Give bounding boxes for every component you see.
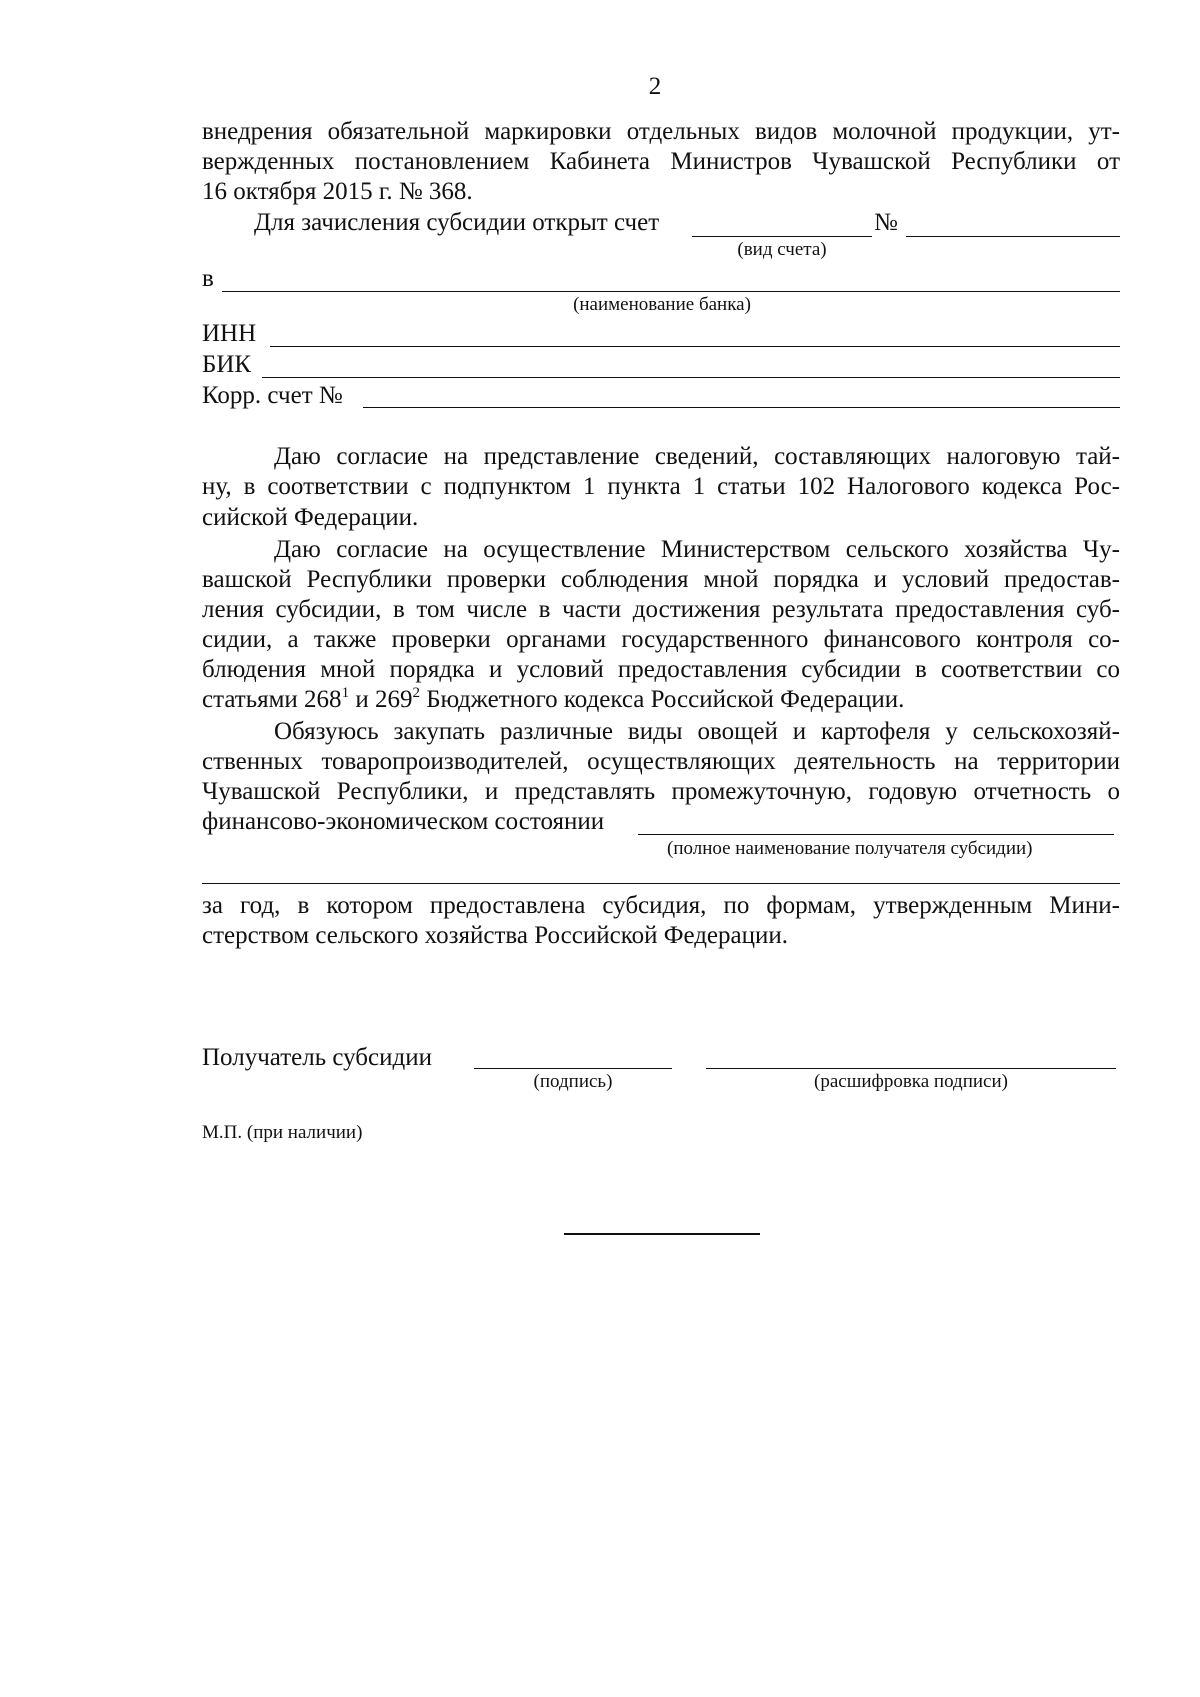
- superscript-2: 2: [412, 685, 420, 701]
- account-type-caption: (вид счета): [737, 239, 827, 260]
- page-number: 2: [648, 73, 662, 100]
- obligation-line-6: стерством сельского хозяйства Российской Федерации.: [202, 922, 789, 949]
- consent-tax-line-3: сийской Федерации.: [202, 504, 419, 531]
- consent-tax-line-2: ну, в соответствии с подпунктом 1 пункта 1 статьи 102 Налогового кодекса Рос-: [202, 473, 1120, 500]
- recipient-name-field[interactable]: [638, 834, 1114, 835]
- articles-text-b: и 269: [349, 686, 413, 713]
- articles-text-c: Бюджетного кодекса Российской Федерации.: [419, 686, 905, 713]
- consent-check-line-4: сидии, а также проверки органами государственного финансового контроля со-: [202, 626, 1120, 653]
- intro-line-3: 16 октября 2015 г. № 368.: [202, 178, 473, 205]
- superscript-1: 1: [341, 685, 350, 701]
- intro-line-2: вержденных постановлением Кабинета Министров Чувашской Республики от: [202, 148, 1120, 175]
- consent-check-line-6: [202, 685, 904, 715]
- articles-text-a: статьями 268: [202, 686, 342, 713]
- signature-label: Получатель субсидии: [202, 1044, 432, 1071]
- consent-tax-line-1: Даю согласие на представление сведений, составляющих налоговую тай-: [274, 443, 1120, 470]
- consent-check-line-1: Даю согласие на осуществление Министерством сельского хозяйства Чу-: [274, 536, 1120, 563]
- stamp-note: М.П. (при наличии): [202, 1122, 363, 1143]
- bik-field[interactable]: [262, 377, 1120, 378]
- account-number-sign: №: [874, 209, 898, 236]
- obligation-line-4: финансово-экономическом состоянии: [202, 808, 605, 835]
- consent-check-line-5: блюдения мной порядка и условий предоставления субсидии в соответствии со: [202, 656, 1120, 683]
- recipient-name-field-continued[interactable]: [202, 883, 1120, 884]
- account-label: Для зачисления субсидии открыт счет: [254, 209, 660, 236]
- obligation-line-3: Чувашской Республики, и представлять промежуточную, годовую отчетность о: [202, 778, 1120, 805]
- bank-caption: (наименование банка): [573, 294, 751, 315]
- end-separator: [564, 1233, 760, 1235]
- inn-field[interactable]: [270, 346, 1120, 347]
- recipient-caption: (полное наименование получателя субсидии): [667, 838, 1033, 859]
- bik-label: БИК: [202, 351, 252, 378]
- account-type-field[interactable]: [692, 236, 872, 237]
- inn-label: ИНН: [202, 320, 257, 347]
- obligation-line-5: за год, в котором предоставлена субсидия, по формам, утвержденным Мини-: [202, 892, 1120, 919]
- account-number-field[interactable]: [906, 236, 1120, 237]
- signature-caption: (подпись): [533, 1071, 613, 1092]
- corr-account-field[interactable]: [363, 407, 1120, 408]
- signature-decoding-caption: (расшифровка подписи): [814, 1071, 1008, 1092]
- corr-account-label: Корр. счет №: [202, 382, 343, 409]
- consent-check-line-3: ления субсидии, в том числе в части достижения результата предоставления суб-: [202, 596, 1120, 623]
- obligation-line-1: Обязуюсь закупать различные виды овощей и картофеля у сельскохозяй-: [274, 718, 1120, 745]
- obligation-line-2: ственных товаропроизводителей, осуществляющих деятельность на территории: [202, 748, 1120, 775]
- signature-field[interactable]: [474, 1068, 672, 1069]
- bank-name-field[interactable]: [222, 291, 1120, 292]
- bank-prefix: в: [202, 265, 214, 292]
- signature-decoding-field[interactable]: [706, 1068, 1116, 1069]
- intro-line-1: внедрения обязательной маркировки отдельных видов молочной продукции, ут-: [202, 118, 1120, 145]
- consent-check-line-2: вашской Республики проверки соблюдения мной порядка и условий предостав-: [202, 566, 1120, 593]
